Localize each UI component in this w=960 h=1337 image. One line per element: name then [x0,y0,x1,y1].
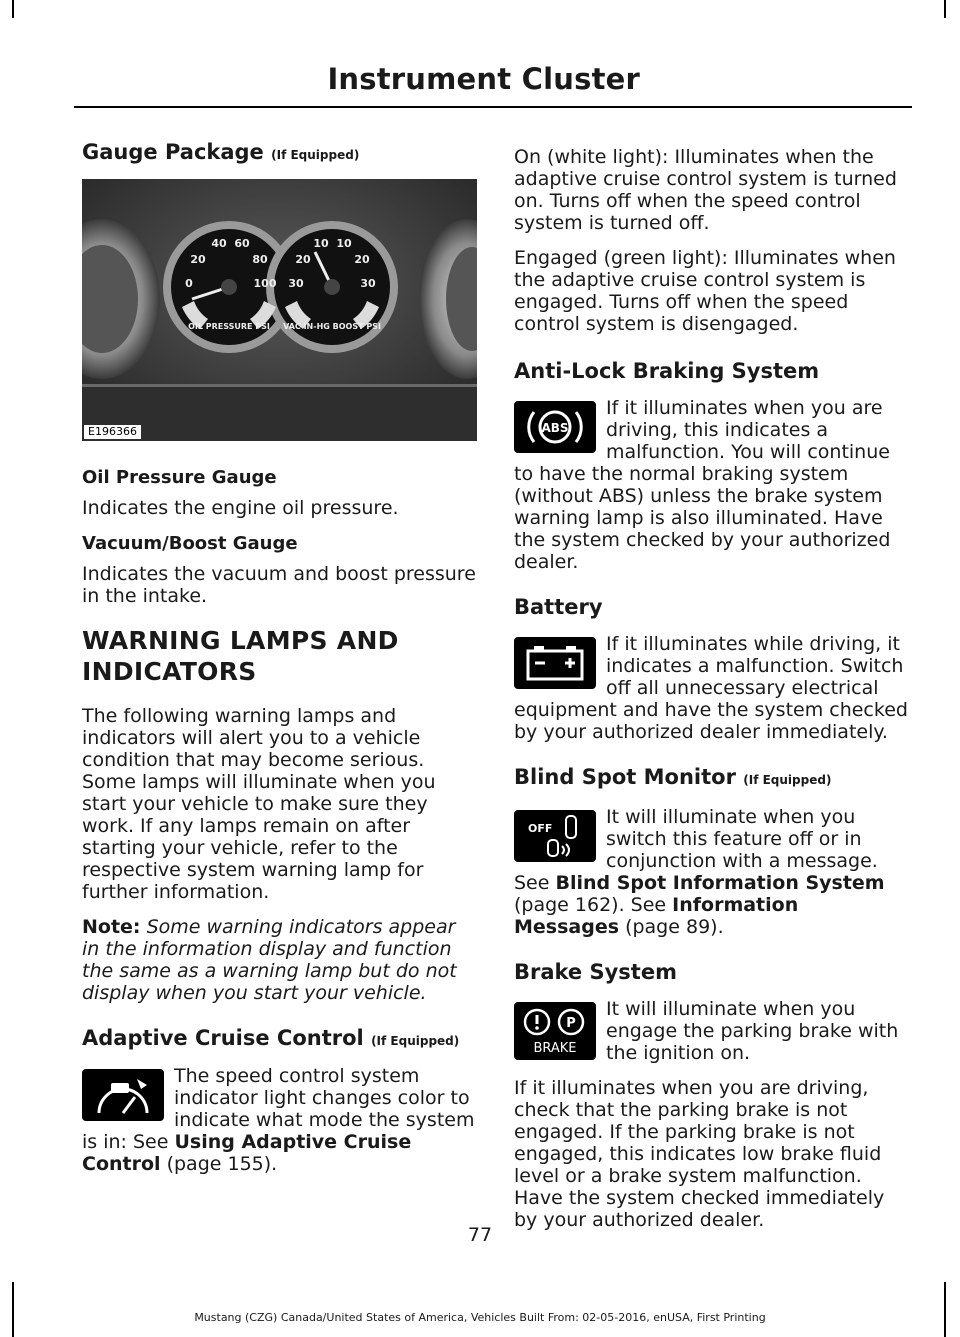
abs-warning-icon [514,401,596,453]
bsm-link-blind-spot[interactable]: Blind Spot Information System [555,872,885,894]
brake-heading: Brake System [514,960,677,984]
battery-heading: Battery [514,595,603,619]
figure-code: E196366 [84,425,141,439]
brake-warning-icon [514,1002,596,1060]
bsm-link-info-messages[interactable]: Information Messages [514,894,799,938]
bsm-icon-text: OFF [528,822,553,835]
bsm-body1: It will illuminate when you switch this feature off or in conjunction with a message. See [514,806,878,894]
if-equipped-label: (If Equipped) [371,1034,460,1048]
svg-text:80: 80 [252,253,268,266]
battery-text: If it illuminates while driving, it indicates a malfunction. Switch off all unnecessary electrical equipment and have the system checked by your authorized dealer immediately. [514,633,908,743]
svg-text:10: 10 [336,237,352,250]
brake-text-1: It will illuminate when you engage the parking brake with the ignition on. [606,998,899,1064]
blind-spot-heading-text: Blind Spot Monitor [514,765,736,789]
oil-pressure-heading: Oil Pressure Gauge [82,467,277,488]
note-text: Some warning indicators appear in the information display and function the same as a warning lamp but do not display when you start your vehicle. [82,916,457,1004]
gauge-package-figure [82,179,477,441]
svg-text:100: 100 [253,277,277,290]
brake-text-2: If it illuminates when you are driving, check that the parking brake is not engaged. If the parking brake is not engaged, this indicates low brake fluid level or a brake system malfunction. Have the system checked immediately by your authorized dealer. [514,1077,885,1231]
warning-lamps-text: The following warning lamps and indicators will alert you to a vehicle condition that may become serious. Some lamps will illuminate when you start your vehicle to make sure they work. If any lamps remain on after starting your vehicle, refer to the respective system warning lamp for further information. [82,705,436,903]
brake-icon-p: P [566,1016,576,1031]
acc-engaged-text: Engaged (green light): Illuminates when the adaptive cruise control system is engaged. Turns off when the speed control system is disengaged. [514,247,896,335]
bsm-body3: (page 89). [619,916,724,938]
note-label: Note: [82,916,141,938]
acc-heading [82,1026,477,1053]
abs-text: If it illuminates when you are driving, this indicates a malfunction. You will continue to have the normal braking system (without ABS) unless the brake system warning lamp is also illuminated. Have the system checked by your authorized dealer. [514,397,891,573]
acc-on-text: On (white light): Illuminates when the adaptive cruise control system is turned on. Turns off when the speed control system is turned off. [514,146,897,234]
crop-mark-top-right [944,0,946,18]
oil-gauge-label: OIL PRESSURE PSI [188,322,270,331]
warning-lamps-heading: WARNING LAMPS AND INDICATORS [82,626,399,686]
cruise-control-icon [82,1069,164,1121]
abs-section [514,397,908,573]
crop-mark-bottom-right [944,1282,946,1337]
gauge-cluster-illustration [82,179,477,441]
svg-text:20: 20 [354,253,370,266]
svg-text:20: 20 [295,253,311,266]
svg-text:40: 40 [211,237,227,250]
if-equipped-label: (If Equipped) [271,148,360,162]
header-rule [74,106,912,108]
acc-link[interactable]: Using Adaptive Cruise Control [82,1131,412,1175]
vacuum-boost-heading: Vacuum/Boost Gauge [82,533,298,554]
bsm-body2: (page 162). See [514,894,673,916]
if-equipped-label: (If Equipped) [743,773,832,787]
right-column [514,146,908,1244]
page-footer: Mustang (CZG) Canada/United States of America, Vehicles Built From: 02-05-2016, enUSA, First Printing [194,1311,766,1324]
acc-body: The speed control system indicator light changes color to indicate what mode the system is in: See [82,1065,475,1153]
page-header-title: Instrument Cluster [327,62,640,96]
abs-heading: Anti-Lock Braking System [514,359,820,383]
note-paragraph [82,916,477,1004]
brake-icon-label: BRAKE [533,1041,577,1056]
left-column [82,140,477,1188]
svg-text:60: 60 [234,237,250,250]
svg-text:20: 20 [190,253,206,266]
blind-spot-heading [514,765,908,792]
svg-text:30: 30 [360,277,376,290]
gauge-package-heading-text: Gauge Package [82,140,264,164]
abs-icon-text: ABS [541,421,569,435]
gauge-package-heading [82,140,477,167]
blind-spot-off-icon [514,810,596,862]
acc-heading-text: Adaptive Cruise Control [82,1026,364,1050]
battery-icon [514,637,596,689]
crop-mark-bottom-left [12,1282,14,1337]
vacuum-boost-text: Indicates the vacuum and boost pressure in the intake. [82,563,476,607]
battery-section [514,633,908,743]
svg-text:0: 0 [185,277,193,290]
crop-mark-top-left [12,0,14,18]
brake-section [514,998,908,1231]
svg-text:10: 10 [313,237,329,250]
svg-text:30: 30 [288,277,304,290]
blind-spot-section [514,806,908,938]
acc-section [82,1065,477,1175]
boost-gauge-label: VAC IN-HG BOOST PSI [283,322,381,331]
page-number: 77 [467,1224,493,1246]
oil-pressure-text: Indicates the engine oil pressure. [82,497,399,519]
acc-page-ref: (page 155). [160,1153,278,1175]
